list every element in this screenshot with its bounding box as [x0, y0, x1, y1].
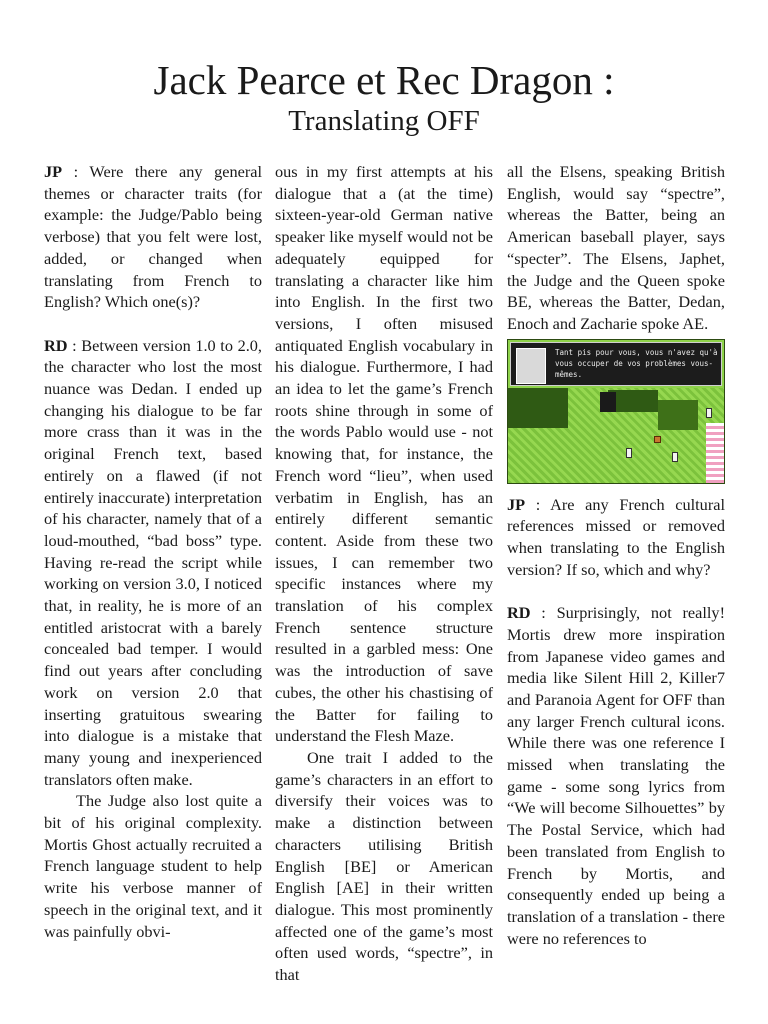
paragraph: [275, 747, 493, 986]
paragraph-text: all the Elsens, speaking British English, would say “spectre”, whereas the Batter, being an American baseball player, says “specter”. The Elsens, Japhet, the Judge and the Queen spoke BE, whereas the Batter, Dedan, Enoch and Zacharie spoke AE.: [507, 162, 725, 333]
character-sprite: [672, 452, 678, 462]
tree-cluster: [658, 400, 698, 430]
paragraph: [44, 790, 262, 942]
paragraph-text: One trait I added to the game’s characters in an effort to diversify their voices was to make a distinction between characters utilising British English [BE] or American English [AE] in their written dialogue. This most prominently affected one of the game’s most often used words, “spectre”, in that: [275, 747, 493, 985]
tree-cluster: [508, 388, 568, 428]
column-3: [507, 161, 725, 949]
column-2: [275, 161, 493, 986]
speaker-label: RD: [507, 603, 531, 623]
paragraph-text: ous in my first attempts at his dialogue that a (at the time) sixteen-year-old German native speaker like myself would not be adequately equipped for translating a character like him into English. In the first two versions, I often misused antiquated English vocabulary in his dialogue. Furthermore, I had an idea to let the game’s French roots shine through in some of the words Pablo would use - not knowing that, for instance, the French word “lieu”, when used verbatim in English, has an entirely different semantic content. Aside from these two issues, I can remember two specific instances where my translation of his complex French sentence structure resulted in a garbled mess: One was the introduction of save cubes, the other his chastising of the Batter for failing to understand the Flesh Maze.: [275, 162, 493, 746]
save-cube: [654, 436, 661, 443]
game-screenshot: [507, 339, 725, 484]
paragraph: [507, 494, 725, 581]
article-title: Jack Pearce et Rec Dragon :: [153, 57, 615, 103]
paragraph: [44, 335, 262, 791]
paragraph: [275, 161, 493, 747]
character-sprite: [626, 448, 632, 458]
character-portrait: [516, 348, 546, 384]
pink-wall: [706, 423, 724, 483]
speaker-label: RD: [44, 335, 68, 355]
paragraph-text: : Between version 1.0 to 2.0, the character who lost the most nuance was Dedan. I ended up changing his dialogue to be far more crass than it was in the original French text, based entirely on a flawed (if not entirely inaccurate) interpretation of his character, namely that of a loud-mouthed, “bad boss” type. Having re-read the script while working on version 3.0, I noticed that, in reality, he is more of an entitled aristocrat with a barely concealed bad temper. I would find out years after concluding work on version 2.0 that inserting gratuitous swearing into dialogue is a mistake that many young and inexperienced translators often make.: [44, 335, 262, 789]
column-1: [44, 161, 262, 942]
paragraph: [507, 161, 725, 335]
dialogue-text: Tant pis pour vous, vous n'avez qu'à vous occuper de vos problèmes vous-mêmes.: [555, 347, 718, 379]
paragraph: [44, 161, 262, 313]
paragraph-text: The Judge also lost quite a bit of his original complexity. Mortis Ghost actually recruited a French language student to help write his verbose manner of speech in the original text, and it was painfully obvi-: [44, 791, 262, 941]
speaker-label: JP: [507, 494, 526, 514]
paragraph-text: : Were there any general themes or character traits (for example: the Judge/Pablo being verbose) that you felt were lost, added, or changed when translating from French to English? Which one(s)?: [44, 162, 262, 312]
doorway: [600, 392, 616, 412]
dialogue-box: [510, 342, 722, 386]
paragraph-text: : Are any French cultural references missed or removed when translating to the English version? If so, which and why?: [507, 494, 725, 579]
speaker-label: JP: [44, 162, 63, 181]
paragraph-text: : Surprisingly, not really! Mortis drew more inspiration from Japanese video games and media like Silent Hill 2, Killer7 and Paranoia Agent for OFF than any larger French cultural icons. While there was one reference I missed when translating the game - some song lyrics from “We will become Silhouettes” by The Postal Service, which had been translated from English to French by Mortis, and consequently ended up being a translation of a translation - there were no references to: [507, 603, 725, 948]
character-sprite: [706, 408, 712, 418]
article-subtitle: Translating OFF: [288, 105, 480, 137]
paragraph: [507, 602, 725, 949]
